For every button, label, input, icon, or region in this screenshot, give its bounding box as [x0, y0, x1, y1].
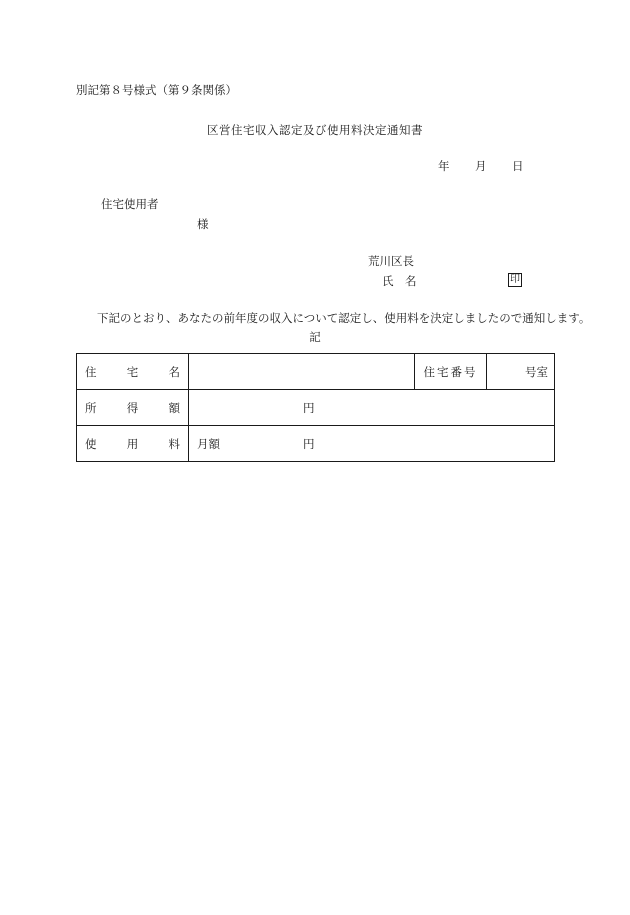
room-unit: 号室 [525, 364, 548, 379]
notice-body: 下記のとおり、あなたの前年度の収入について認定し、使用料を決定しましたので通知します。 [97, 311, 591, 325]
issuer-name-label: 氏 名 [382, 274, 417, 288]
ki-heading: 記 [309, 330, 321, 344]
label-char: 用 [126, 436, 139, 451]
income-label [77, 390, 189, 426]
label-char: 使 [85, 436, 97, 451]
label-char: 得 [126, 400, 139, 415]
housing-name-value[interactable] [189, 354, 415, 390]
recipient-honorific: 様 [197, 217, 209, 231]
label-char: 宅 [126, 364, 139, 379]
rent-label [77, 426, 189, 462]
rent-value[interactable] [189, 426, 555, 462]
seal-stamp: 印 [510, 274, 520, 285]
housing-number-label: 住宅番号 [415, 354, 487, 390]
income-value[interactable] [189, 390, 555, 426]
table-row-income [77, 390, 555, 426]
form-label: 別記第８号様式（第９条関係） [76, 83, 237, 97]
details-table [76, 353, 555, 462]
date-month-label: 月 [475, 159, 487, 173]
housing-number-value[interactable] [487, 354, 555, 390]
issuer-title: 荒川区長 [368, 254, 414, 268]
yen-unit: 円 [303, 436, 315, 451]
date-day-label: 日 [512, 159, 524, 173]
label-char: 名 [168, 364, 180, 379]
label-char: 住 [85, 364, 97, 379]
recipient-label: 住宅使用者 [101, 197, 159, 211]
label-char: 料 [168, 436, 180, 451]
table-row-rent [77, 426, 555, 462]
date-year-label: 年 [438, 159, 450, 173]
yen-unit: 円 [303, 400, 315, 415]
label-char: 額 [168, 400, 180, 415]
housing-name-label [77, 354, 189, 390]
table-row-housing-name [77, 354, 555, 390]
monthly-prefix: 月額 [197, 436, 220, 451]
document-title: 区営住宅収入認定及び使用料決定通知書 [207, 123, 423, 137]
label-char: 所 [85, 400, 97, 415]
